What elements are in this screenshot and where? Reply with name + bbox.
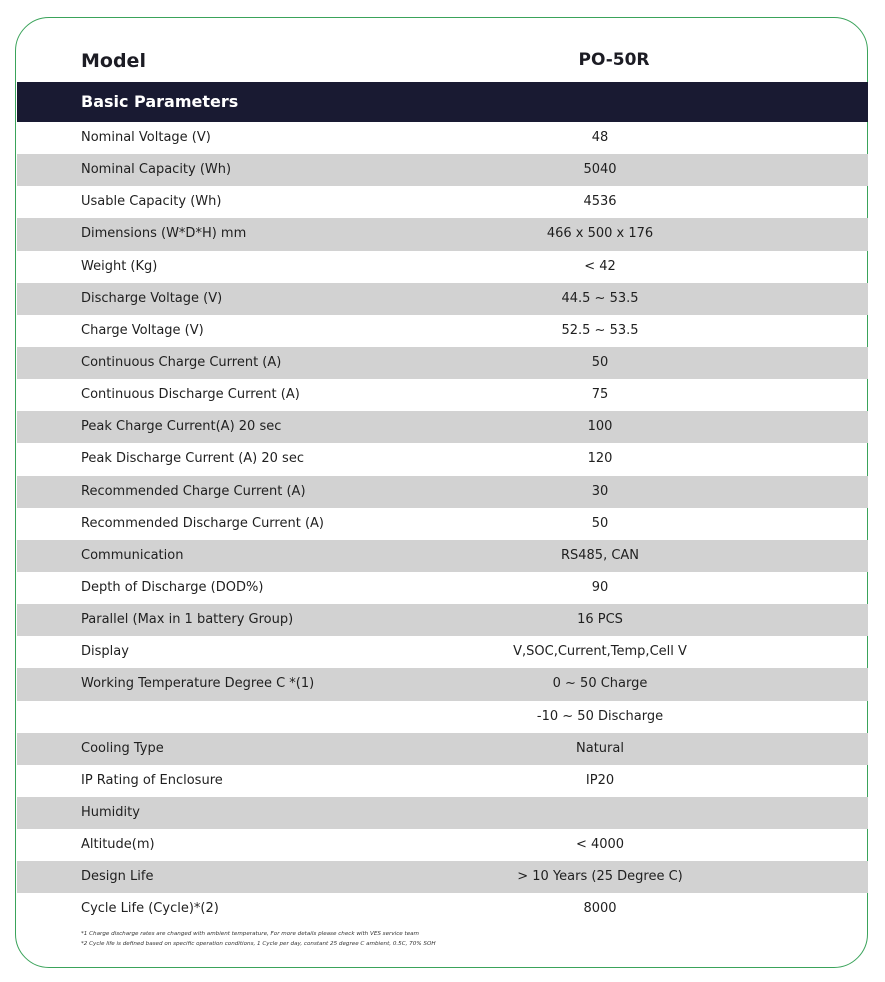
table-row	[17, 893, 868, 925]
row-value: -10 ~ 50 Discharge	[536, 708, 664, 724]
row-value: V,SOC,Current,Temp,Cell V	[513, 644, 687, 660]
row-label: Cycle Life (Cycle)*(2)	[81, 901, 219, 917]
table-row	[17, 829, 868, 861]
row-label: Charge Voltage (V)	[81, 322, 204, 338]
section-header-bar	[17, 82, 868, 122]
table-row	[17, 508, 868, 540]
row-label: Peak Charge Current(A) 20 sec	[81, 419, 282, 435]
row-value: < 4000	[575, 837, 625, 853]
section-title: Basic Parameters	[81, 92, 239, 111]
row-label: Design Life	[81, 869, 154, 885]
footnotes	[81, 929, 436, 949]
row-value: 120	[587, 451, 613, 467]
row-value: 44.5 ~ 53.5	[561, 290, 639, 306]
row-value: 50	[591, 354, 609, 370]
row-label: Recommended Discharge Current (A)	[81, 515, 324, 531]
table-row	[17, 122, 868, 154]
model-value: PO-50R	[578, 50, 650, 70]
table-row	[17, 701, 868, 733]
row-label: Continuous Charge Current (A)	[81, 354, 282, 370]
row-label: Usable Capacity (Wh)	[81, 194, 222, 210]
row-value: 30	[591, 483, 609, 499]
row-value: 5040	[583, 162, 617, 178]
footnote-1: *1 Charge discharge rates are changed with ambient temperature, For more details please check with VES service team	[81, 931, 420, 937]
table-row	[17, 636, 868, 668]
table-row	[17, 765, 868, 797]
row-value: 50	[591, 515, 609, 531]
spec-table	[17, 122, 868, 926]
model-label: Model	[81, 50, 146, 72]
row-value: 8000	[583, 901, 617, 917]
row-label: Working Temperature Degree C *(1)	[81, 676, 315, 692]
table-row	[17, 251, 868, 283]
row-label: Display	[81, 644, 129, 660]
table-row	[17, 861, 868, 893]
model-row	[15, 42, 868, 82]
row-label: Discharge Voltage (V)	[81, 290, 223, 306]
row-label: Parallel (Max in 1 battery Group)	[81, 612, 294, 628]
row-label: Dimensions (W*D*H) mm	[81, 226, 247, 242]
table-row	[17, 476, 868, 508]
row-label: Altitude(m)	[81, 837, 155, 853]
row-value: 48	[591, 130, 609, 145]
table-row	[17, 411, 868, 443]
row-label: Peak Discharge Current (A) 20 sec	[81, 451, 304, 467]
row-value: 0 ~ 50 Charge	[552, 676, 648, 692]
row-value: Natural	[576, 740, 624, 756]
row-value: 90	[591, 579, 609, 595]
row-label: Continuous Discharge Current (A)	[81, 387, 300, 403]
row-value: 52.5 ~ 53.5	[561, 322, 639, 338]
row-value: IP20	[585, 772, 615, 788]
footnote-2: *2 Cycle life is defined based on specific operation conditions, 1 Cycle per day, constant 25 degree C ambient, 0.5C, 70% SOH	[81, 941, 436, 947]
table-row	[17, 572, 868, 604]
row-value: RS485, CAN	[560, 547, 640, 563]
table-row	[17, 604, 868, 636]
table-row	[17, 797, 868, 829]
table-row	[17, 283, 868, 315]
table-row	[17, 733, 868, 765]
row-value: 466 x 500 x 176	[546, 226, 654, 242]
table-row	[17, 154, 868, 186]
table-row	[17, 540, 868, 572]
table-row	[17, 186, 868, 218]
table-row	[17, 668, 868, 700]
row-value: 4536	[583, 194, 617, 210]
row-label: Recommended Charge Current (A)	[81, 483, 306, 499]
row-value: > 10 Years (25 Degree C)	[517, 869, 683, 885]
row-label: Weight (Kg)	[81, 258, 158, 274]
row-value: 16 PCS	[577, 612, 623, 628]
row-label: Communication	[81, 547, 184, 563]
row-value: 100	[587, 419, 613, 435]
row-label: Depth of Discharge (DOD%)	[81, 579, 264, 595]
table-row	[17, 379, 868, 411]
row-label: Nominal Voltage (V)	[81, 130, 211, 145]
row-label: IP Rating of Enclosure	[81, 772, 223, 788]
table-row	[17, 218, 868, 250]
row-label: Cooling Type	[81, 740, 164, 756]
row-label: Humidity	[81, 804, 140, 820]
row-value: 75	[591, 387, 609, 403]
table-row	[17, 315, 868, 347]
table-row	[17, 347, 868, 379]
row-label: Nominal Capacity (Wh)	[81, 162, 232, 178]
table-row	[17, 443, 868, 475]
row-value: < 42	[584, 258, 616, 274]
